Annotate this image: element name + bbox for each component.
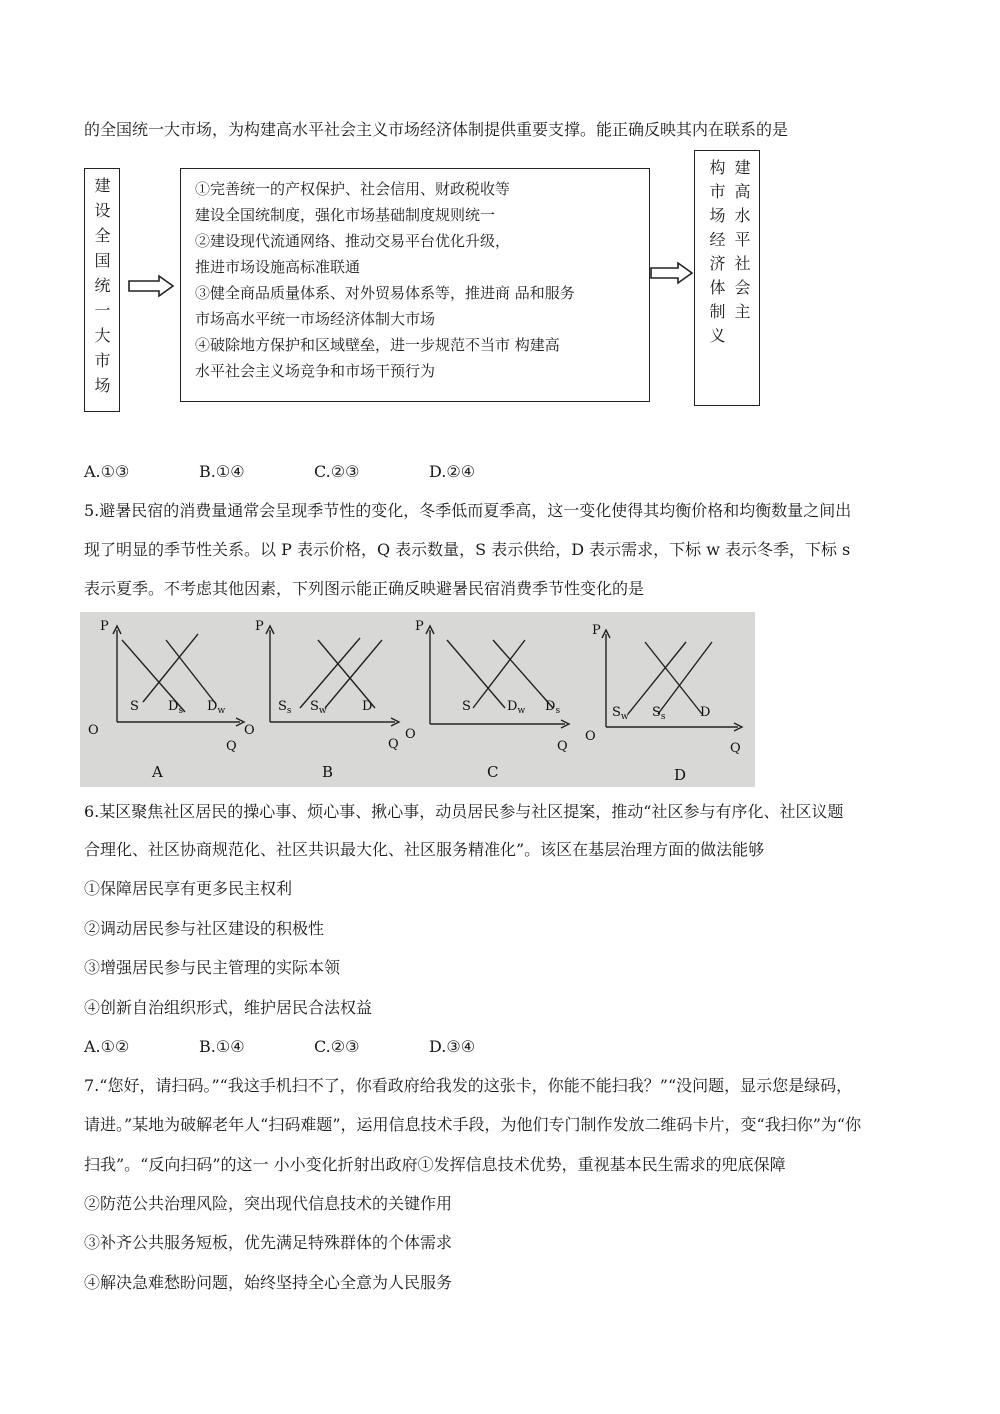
q5-line: 现了明显的季节性关系。以 P 表示价格，Q 表示数量，S 表示供给，D 表示需求，下标 w 表示冬季，下标 s (84, 540, 851, 559)
q6-line: 6.某区聚焦社区居民的操心事、烦心事、揪心事，动员居民参与社区提案，推动“社区参与有序化、社区议题 (84, 802, 844, 821)
graph-b-label-d: D (362, 699, 373, 714)
right-box (694, 150, 760, 406)
right-box-col: 建高水平社会主 (732, 159, 751, 327)
option-d[interactable]: D.②④ (429, 462, 476, 481)
q6-line: 合理化、社区协商规范化、社区共识最大化、社区服务精准化”。该区在基层治理方面的做法能够 (84, 840, 765, 859)
arrow-right-icon (650, 261, 696, 285)
option-c[interactable]: C.②③ (314, 1037, 360, 1056)
graph-b (244, 619, 399, 781)
q6-item: ①保障居民享有更多民主权利 (84, 879, 293, 898)
graph-a-q: Q (226, 739, 237, 754)
option-b[interactable]: B.①④ (199, 462, 245, 481)
q7-item: ③补齐公共服务短板，优先满足特殊群体的个体需求 (84, 1233, 453, 1252)
middle-line: 建设全国统制度，强化市场基础制度规则统一 (195, 206, 496, 224)
left-box (84, 168, 120, 412)
graph-d-name: D (674, 766, 687, 784)
graph-c-p: P (415, 619, 424, 634)
middle-line: ④破除地方保护和区域壁垒，进一步规范不当市 构建高 (195, 336, 560, 354)
graph-a-name: A (152, 763, 163, 781)
graph-d-q: Q (730, 741, 741, 756)
q7-line: 7.“您好，请扫码。”“我这手机扫不了，你看政府给我发的这张卡，你能不能扫我？”“没问题，显示您是绿码， (84, 1076, 853, 1095)
graph-d-origin: O (585, 729, 596, 744)
q7-item: ④解决急难愁盼问题，始终坚持全心全意为人民服务 (84, 1273, 453, 1292)
q5-line: 5.避暑民宿的消费量通常会呈现季节性的变化，冬季低而夏季高，这一变化使得其均衡价格和均衡数量之间出 (84, 501, 852, 520)
graph-b-label-ss: $S_s$ (278, 699, 292, 716)
right-box-col: 构市场经济体制义 (707, 159, 726, 351)
q7-line: 扫我”。“反向扫码”的这一 小小变化折射出政府①发挥信息技术优势，重视基本民生需求的兜底保障 (84, 1155, 786, 1174)
graph-c-q: Q (557, 739, 568, 754)
option-a[interactable]: A.①② (84, 1037, 130, 1056)
graph-a-label-s: S (130, 699, 139, 714)
intro-line: 的全国统一大市场，为构建高水平社会主义市场经济体制提供重要支撑。能正确反映其内在联系的是 (84, 120, 789, 139)
graph-d-p: P (592, 623, 601, 638)
q6-options (84, 1037, 544, 1057)
graph-c-label-ds: $D_s$ (545, 699, 561, 716)
graph-a-label-dw: $D_w$ (207, 699, 226, 716)
left-box-text: 建设全国统一大市场 (92, 177, 111, 402)
q4-options (84, 462, 544, 482)
graph-b-label-sw: $S_w$ (310, 699, 327, 716)
graph-d-label-d: D (700, 705, 711, 720)
graph-c (405, 619, 569, 781)
middle-line: ①完善统一的产权保护、社会信用、财政税收等 (195, 180, 511, 198)
q5-line: 表示夏季。不考虑其他因素，下列图示能正确反映避暑民宿消费季节性变化的是 (84, 579, 645, 598)
middle-line: 推进市场设施高标准联通 (195, 258, 361, 276)
supply-demand-graphs (80, 612, 755, 787)
option-b[interactable]: B.①④ (199, 1037, 245, 1056)
middle-line: 水平社会主义场竞争和市场干预行为 (195, 362, 436, 380)
option-a[interactable]: A.①③ (84, 462, 130, 481)
option-c[interactable]: C.②③ (314, 462, 360, 481)
graph-a-p: P (100, 619, 109, 634)
graph-b-name: B (322, 763, 334, 781)
middle-box (180, 168, 650, 402)
graph-d-label-sw: $S_w$ (612, 705, 629, 722)
graph-d-label-ss: $S_s$ (652, 705, 666, 722)
middle-line: ②建设现代流通网络、推动交易平台优化升级， (195, 232, 511, 250)
q7-item: ②防范公共治理风险，突出现代信息技术的关键作用 (84, 1194, 453, 1213)
graph-b-q: Q (388, 737, 399, 752)
q6-item: ④创新自治组织形式，维护居民合法权益 (84, 998, 373, 1017)
graph-c-origin: O (405, 727, 416, 742)
graph-c-name: C (487, 763, 499, 781)
graph-a (88, 619, 244, 781)
graph-a-origin: O (88, 723, 99, 738)
graph-b-origin: O (244, 723, 255, 738)
middle-line: ③健全商品质量体系、对外贸易体系等，推进商 品和服务 (195, 284, 575, 302)
graph-c-label-dw: $D_w$ (507, 699, 526, 716)
middle-line: 市场高水平统一市场经济体制大市场 (195, 310, 436, 328)
graph-c-label-s: S (462, 699, 471, 714)
graph-a-label-ds: $D_s$ (168, 699, 184, 716)
arrow-right-icon (127, 274, 177, 298)
q7-line: 请进。”某地为破解老年人“扫码难题”，运用信息技术手段，为他们专门制作发放二维码卡片，变“我扫你”为“你 (84, 1115, 862, 1134)
q6-item: ②调动居民参与社区建设的积极性 (84, 919, 325, 938)
graph-b-p: P (255, 619, 264, 634)
graph-d (585, 623, 742, 784)
q6-item: ③增强居民参与民主管理的实际本领 (84, 958, 341, 977)
option-d[interactable]: D.③④ (429, 1037, 476, 1056)
